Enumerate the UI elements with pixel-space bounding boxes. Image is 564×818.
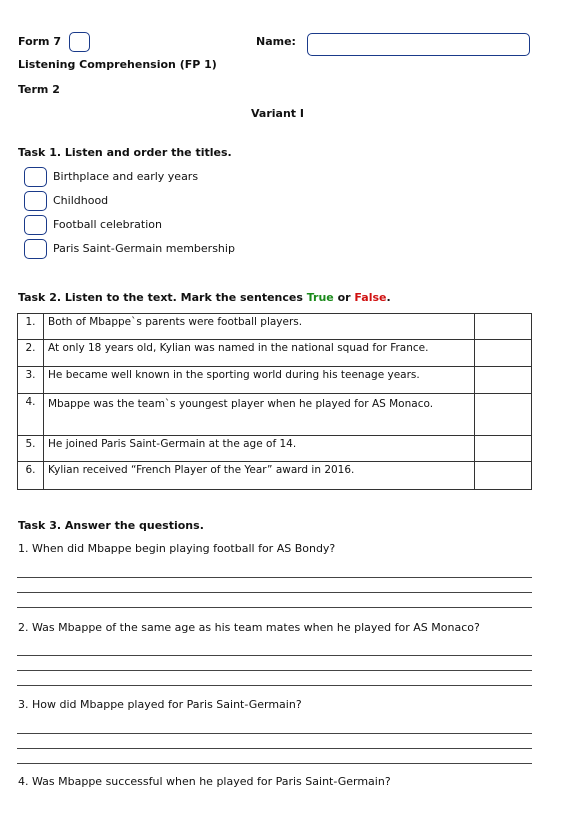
task2-title-prefix: Task 2. Listen to the text. Mark the sentences [18,291,307,304]
variant-label: Variant I [251,107,304,120]
false-word: False [354,291,387,304]
question-3: 3. How did Mbappe played for Paris Saint-Germain? [18,698,302,711]
question-1: 1. When did Mbappe begin playing football for AS Bondy? [18,542,336,555]
title-period: . [386,291,391,304]
table-row [18,314,532,340]
or-word: or [333,291,355,304]
answer-line[interactable] [17,670,532,671]
table-row [18,436,532,462]
row-number: 6. [18,462,44,490]
answer-line[interactable] [17,748,532,749]
row-number: 5. [18,436,44,462]
question-2: 2. Was Mbappe of the same age as his team mates when he played for AS Monaco? [18,621,480,634]
name-field[interactable] [307,33,530,56]
answer-cell[interactable] [475,462,532,490]
answer-line[interactable] [17,763,532,764]
answer-cell[interactable] [475,314,532,340]
true-word: True [306,291,334,304]
row-statement: Both of Mbappe`s parents were football players. [44,314,475,340]
order-box-3[interactable] [24,215,47,235]
answer-cell[interactable] [475,367,532,394]
task3-title: Task 3. Answer the questions. [18,519,204,532]
order-box-2[interactable] [24,191,47,211]
table-row [18,462,532,490]
answer-line[interactable] [17,685,532,686]
row-statement: Kylian received “French Player of the Year” award in 2016. [44,462,475,490]
term-label: Term 2 [18,83,60,96]
order-box-1[interactable] [24,167,47,187]
row-number: 2. [18,340,44,367]
row-number: 4. [18,394,44,436]
answer-cell[interactable] [475,436,532,462]
answer-cell[interactable] [475,394,532,436]
answer-line[interactable] [17,592,532,593]
answer-line[interactable] [17,733,532,734]
table-row [18,394,532,436]
task1-item-3: Football celebration [53,218,162,231]
task1-item-2: Childhood [53,194,109,207]
order-box-4[interactable] [24,239,47,259]
row-statement: He joined Paris Saint-Germain at the age of 14. [44,436,475,462]
table-row [18,340,532,367]
answer-line[interactable] [17,607,532,608]
form-label: Form 7 [18,35,61,48]
question-4: 4. Was Mbappe successful when he played for Paris Saint-Germain? [18,775,391,788]
true-false-table [17,313,532,490]
table-row [18,367,532,394]
row-number: 3. [18,367,44,394]
name-label: Name: [256,35,296,48]
row-statement: Mbappe was the team`s youngest player when he played for AS Monaco. [44,394,475,436]
task1-item-1: Birthplace and early years [53,170,199,183]
task1-title: Task 1. Listen and order the titles. [18,146,232,159]
subtitle: Listening Comprehension (FP 1) [18,58,217,71]
task1-item-4: Paris Saint-Germain membership [53,242,235,255]
row-statement: At only 18 years old, Kylian was named in the national squad for France. [44,340,475,367]
row-number: 1. [18,314,44,340]
form-checkbox[interactable] [69,32,90,52]
answer-line[interactable] [17,655,532,656]
row-statement: He became well known in the sporting world during his teenage years. [44,367,475,394]
task2-title [18,291,391,304]
answer-line[interactable] [17,577,532,578]
answer-cell[interactable] [475,340,532,367]
